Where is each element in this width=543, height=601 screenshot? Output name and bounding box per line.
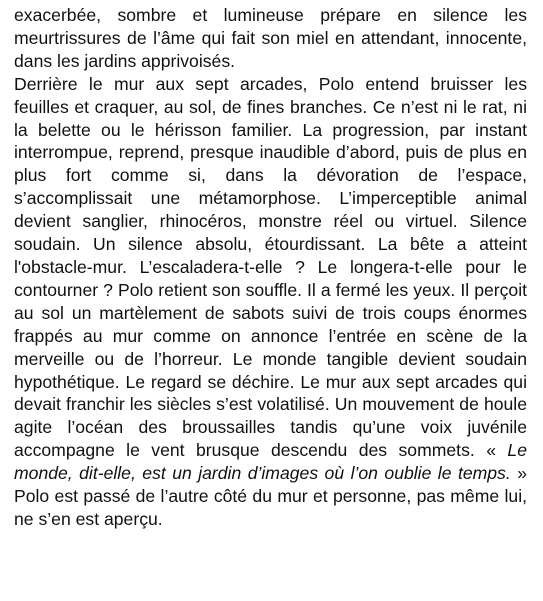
quote-close-text: » Polo est passé de l’autre côté du mur et personne, pas même lui, ne s’en est aperçu.	[14, 463, 527, 529]
quote-italic-text: Le monde, dit-elle, est un jardin d’images où l’on oublie le temps.	[14, 440, 527, 484]
document-page	[14, 4, 527, 531]
paragraph-continuation: exacerbée, sombre et lumineuse prépare en silence les meurtrissures de l’âme qui fait son miel en attendant, innocente, dans les jardins apprivoisés.	[14, 5, 527, 71]
paragraph-main	[14, 73, 527, 531]
paragraph-main-text: Derrière le mur aux sept arcades, Polo entend bruisser les feuilles et craquer, au sol, de fines branches. Ce n’est ni le rat, ni la belette ou le hérisson familier. La progression, par instant interrompue, reprend, presque inaudible d’abord, puis de plus en plus fort comme si, dans la dévoration de l’espace, s’accomplissait une métamorphose. L’imperceptible animal devient sanglier, rhinocéros, monstre réel ou virtuel. Silence soudain. Un silence absolu, étourdissant. La bête a atteint l'obstacle-mur. L’escaladera-t-elle ? Le longera-t-elle pour le contourner ? Polo retient son souffle. Il a fermé les yeux. Il perçoit au sol un martèlement de sabots suivi de trois coups énormes frappés au mur comme on annonce l’entrée en scène de la merveille ou de l’horreur. Le monde tangible devient soudain hypothétique. Le regard se déchire. Le mur aux sept arcades qui devait franchir les siècles s’est volatilisé. Un mouvement de houle agite l’océan des broussailles tandis qu’une voix juvénile accompagne le vent brusque descendu des sommets.	[14, 73, 527, 461]
quote-open-mark: «	[486, 440, 508, 461]
